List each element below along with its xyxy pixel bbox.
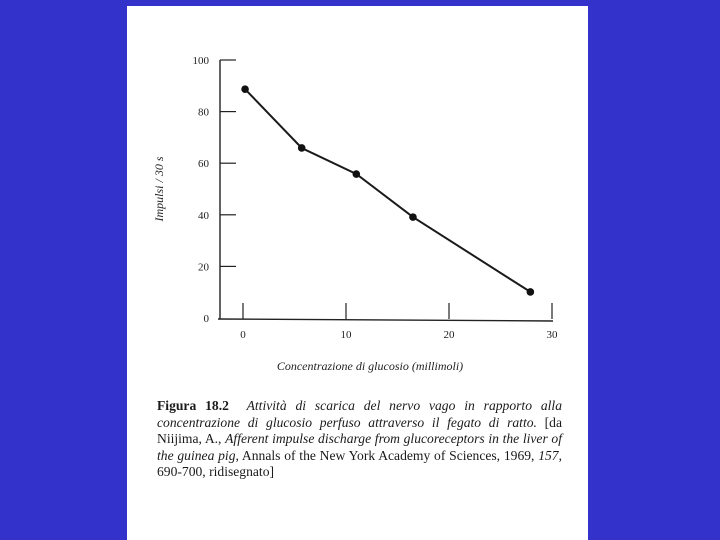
figure-caption: [157, 398, 562, 481]
data-point: [298, 144, 306, 152]
caption-source-3: , 690-700, ridisegnato]: [157, 447, 562, 479]
caption-label: Figura 18.2: [157, 398, 229, 413]
caption-article-title: Afferent impulse discharge from glucoreceptors in the liver of the guinea pig: [157, 431, 562, 463]
data-point: [409, 213, 417, 221]
x-tick-label: 10: [340, 329, 352, 341]
y-tick-label: 0: [203, 313, 209, 325]
x-axis-line: [218, 319, 553, 321]
x-tick-label: 20: [443, 329, 455, 341]
series-group: [241, 85, 534, 295]
y-tick-label: 100: [192, 55, 209, 67]
y-ticks: [193, 55, 237, 325]
y-tick-label: 20: [198, 261, 209, 274]
y-tick-label: 60: [198, 158, 209, 171]
y-axis-label: Impulsi / 30 s: [152, 156, 166, 222]
caption-source-1: [da Niijima, A.,: [157, 414, 562, 446]
x-axis-label: Concentrazione di glucosio (millimoli): [276, 359, 464, 373]
y-tick-label: 80: [198, 106, 209, 119]
series-line: [245, 89, 530, 292]
caption-volume: 157: [538, 447, 559, 463]
x-tick-label: 30: [546, 329, 558, 341]
axes: [218, 60, 553, 321]
y-tick-label: 40: [198, 209, 209, 222]
data-point: [353, 170, 361, 178]
caption-title: Attività di scarica del nervo vago in rapporto alla concentrazione di glucosio perfuso attraverso il fegato di ratto.: [157, 398, 562, 430]
x-ticks: [240, 303, 558, 341]
caption-source-2: , Annals of the New York Academy of Sciences, 1969,: [235, 447, 539, 463]
data-point: [527, 288, 535, 296]
x-tick-label: 0: [240, 329, 246, 341]
data-point: [241, 85, 249, 93]
